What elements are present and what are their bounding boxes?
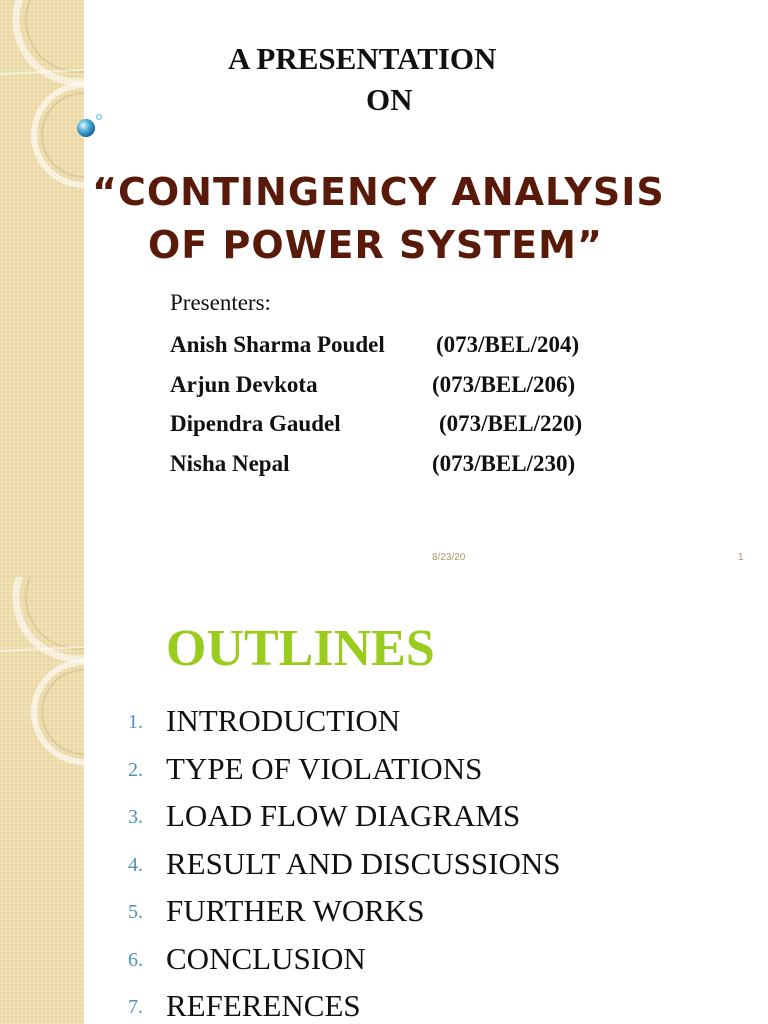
outline-text: REFERENCES bbox=[166, 988, 361, 1023]
outline-text: TYPE OF VIOLATIONS bbox=[166, 751, 483, 786]
blue-bead-icon bbox=[74, 112, 104, 142]
outline-number: 3. bbox=[128, 806, 143, 828]
presenter-name: Anish Sharma Poudel bbox=[170, 332, 385, 357]
presenter-roll: (073/BEL/204) bbox=[436, 332, 580, 357]
presenter-name: Nisha Nepal bbox=[170, 451, 290, 476]
outline-number: 2. bbox=[128, 759, 143, 781]
presenter-roll: (073/BEL/206) bbox=[432, 372, 576, 397]
slide-2 bbox=[0, 577, 768, 1024]
decorative-rings-graphic bbox=[0, 577, 84, 1024]
outline-number: 7. bbox=[128, 996, 143, 1018]
outline-number: 6. bbox=[128, 949, 143, 971]
slide-date: 8/23/20 bbox=[432, 552, 466, 563]
outline-text: INTRODUCTION bbox=[166, 703, 401, 738]
outline-text: RESULT AND DISCUSSIONS bbox=[166, 846, 561, 881]
slide-title-line2: OF POWER SYSTEM” bbox=[148, 223, 603, 267]
outline-text: CONCLUSION bbox=[166, 941, 366, 976]
slide-title-line1: “CONTINGENCY ANALYSIS bbox=[92, 170, 665, 214]
presenter-name: Arjun Devkota bbox=[170, 372, 318, 397]
presenter-name: Dipendra Gaudel bbox=[170, 411, 341, 436]
outline-number: 1. bbox=[128, 711, 143, 733]
presentation-heading: A PRESENTATION bbox=[228, 41, 497, 76]
presenter-roll: (073/BEL/230) bbox=[432, 451, 576, 476]
outline-number: 5. bbox=[128, 901, 143, 923]
outline-number: 4. bbox=[128, 854, 143, 876]
slide-page-number: 1 bbox=[738, 552, 744, 563]
decorative-rings-graphic bbox=[0, 0, 84, 577]
presentation-heading-on: ON bbox=[366, 82, 413, 117]
presenters-label: Presenters: bbox=[170, 290, 271, 315]
outline-text: LOAD FLOW DIAGRAMS bbox=[166, 798, 521, 833]
outline-text: FURTHER WORKS bbox=[166, 893, 425, 928]
presenter-roll: (073/BEL/220) bbox=[439, 411, 583, 436]
outlines-title: OUTLINES bbox=[166, 620, 435, 677]
decorative-side-panel bbox=[0, 0, 84, 577]
decorative-side-panel bbox=[0, 577, 84, 1024]
